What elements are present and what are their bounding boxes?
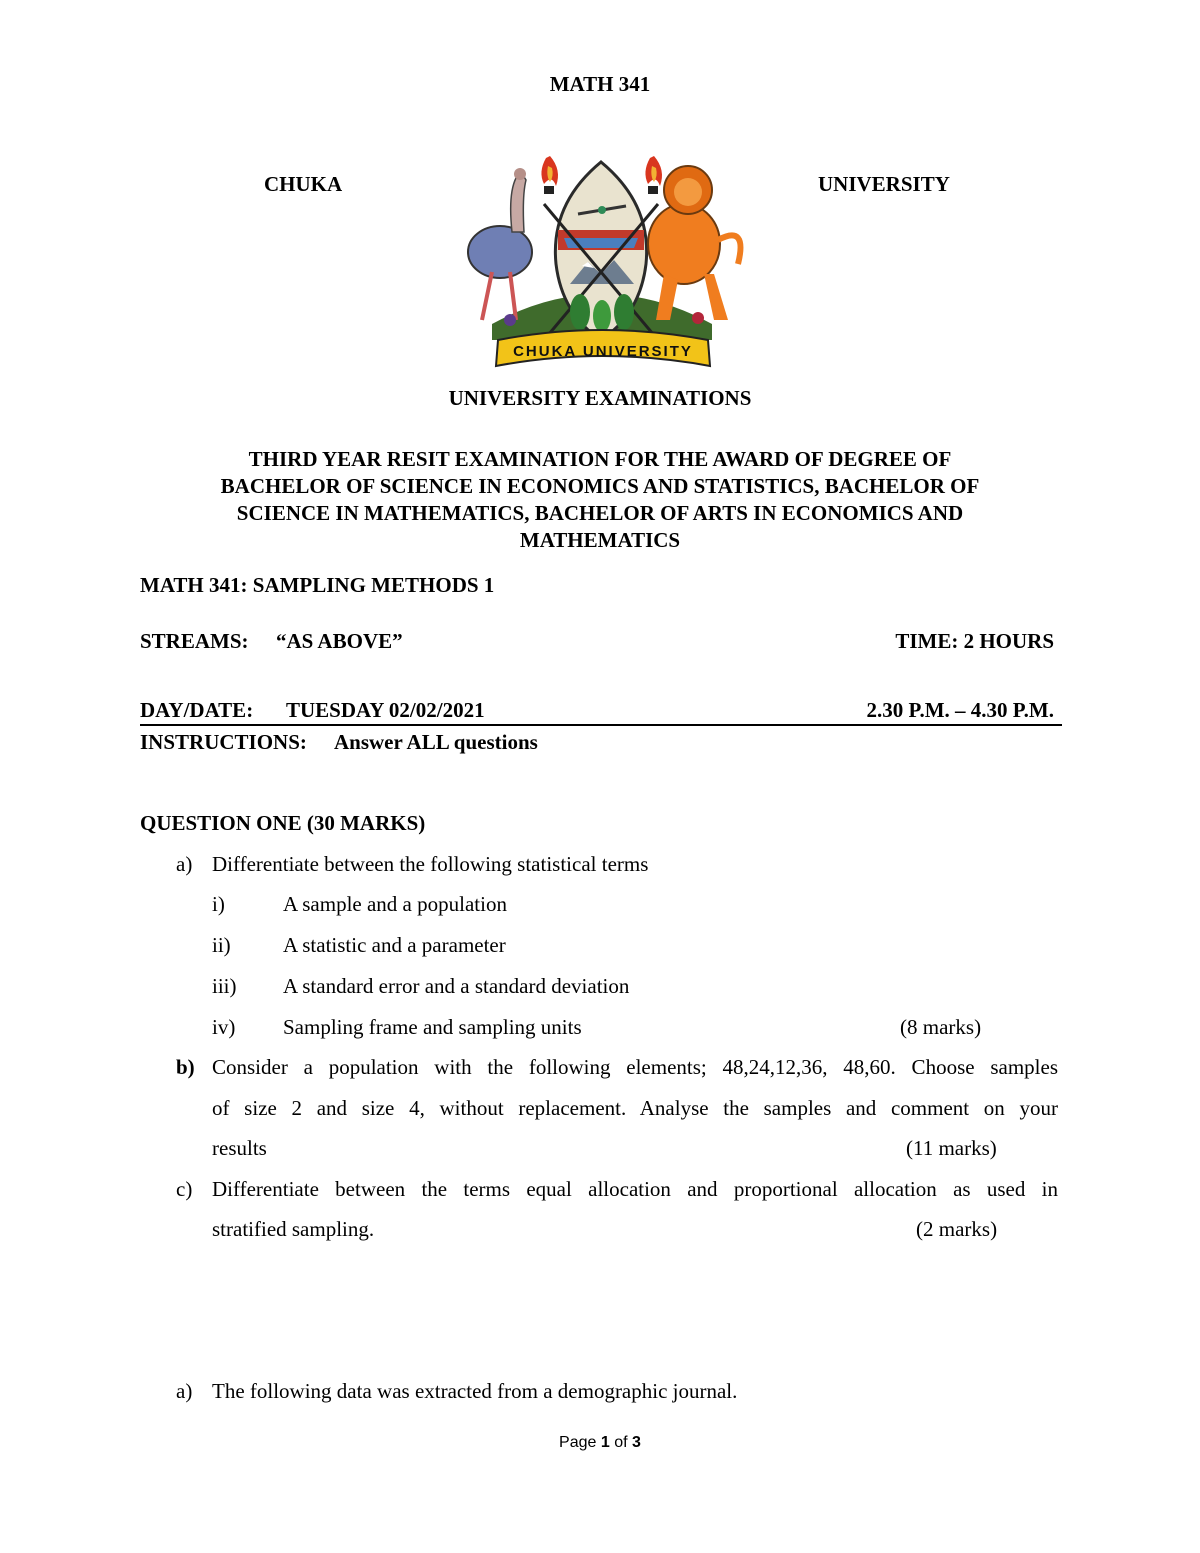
q1a-label: a) bbox=[176, 852, 193, 876]
q1a-item-text: A sample and a population bbox=[283, 892, 507, 916]
q1a-item-text: A standard error and a standard deviation bbox=[283, 974, 630, 998]
q1b-marks: (11 marks) bbox=[906, 1136, 997, 1160]
q1c-line: Differentiate between the terms equal allocation and proportional allocation as used in bbox=[212, 1177, 1058, 1201]
exam-time-range: 2.30 P.M. – 4.30 P.M. bbox=[866, 698, 1054, 722]
streams-label: STREAMS: bbox=[140, 629, 249, 653]
exam-title-line: THIRD YEAR RESIT EXAMINATION FOR THE AWARD OF DEGREE OF bbox=[248, 447, 952, 471]
page-word: Page bbox=[559, 1434, 597, 1451]
q1a-item-text: Sampling frame and sampling units bbox=[283, 1015, 582, 1039]
exam-title-line: SCIENCE IN MATHEMATICS, BACHELOR OF ARTS IN ECONOMICS AND bbox=[236, 501, 964, 525]
exam-title-line: MATHEMATICS bbox=[519, 528, 681, 552]
next-part-label: a) bbox=[176, 1379, 193, 1403]
q1a-item-label: iii) bbox=[212, 974, 237, 998]
q1a-item-text: A statistic and a parameter bbox=[283, 933, 506, 957]
day-date-label: DAY/DATE: bbox=[140, 698, 254, 722]
page-number bbox=[0, 1434, 1200, 1452]
q1b-line: of size 2 and size 4, without replacement. Analyse the samples and comment on your bbox=[212, 1096, 1058, 1120]
q1c-marks: (2 marks) bbox=[916, 1217, 998, 1241]
exam-title-line: BACHELOR OF SCIENCE IN ECONOMICS AND STATISTICS, BACHELOR OF bbox=[220, 474, 980, 498]
exam-duration: TIME: 2 HOURS bbox=[895, 629, 1054, 653]
q1a-item-label: iv) bbox=[212, 1015, 236, 1039]
exam-title bbox=[140, 446, 1060, 554]
course-title: MATH 341: SAMPLING METHODS 1 bbox=[140, 573, 495, 597]
instructions-value: Answer ALL questions bbox=[334, 730, 538, 754]
instructions-label: INSTRUCTIONS: bbox=[140, 730, 307, 754]
current-page: 1 bbox=[600, 1434, 610, 1451]
crest-banner-text: CHUKA UNIVERSITY bbox=[513, 343, 693, 360]
q1a-item-label: ii) bbox=[212, 933, 231, 957]
of-word: of bbox=[614, 1434, 628, 1451]
q1a-item-label: i) bbox=[212, 892, 225, 916]
q1b-label: b) bbox=[176, 1055, 195, 1079]
q1c-label: c) bbox=[176, 1177, 193, 1201]
q1a-marks: (8 marks) bbox=[900, 1015, 982, 1039]
university-crest-logo bbox=[452, 144, 750, 374]
q1c-line: stratified sampling. bbox=[212, 1217, 375, 1241]
next-part-text: The following data was extracted from a demographic journal. bbox=[212, 1379, 738, 1403]
question-one-heading: QUESTION ONE (30 MARKS) bbox=[140, 811, 426, 835]
streams-value: “AS ABOVE” bbox=[276, 629, 403, 653]
header-right-word: UNIVERSITY bbox=[818, 172, 950, 196]
q1b-line: Consider a population with the following elements; 48,24,12,36, 48,60. Choose samples bbox=[212, 1055, 1058, 1079]
header-divider bbox=[140, 724, 1062, 726]
header-left-word: CHUKA bbox=[264, 172, 343, 196]
exam-heading: UNIVERSITY EXAMINATIONS bbox=[448, 386, 752, 410]
total-pages: 3 bbox=[632, 1434, 641, 1451]
day-date-value: TUESDAY 02/02/2021 bbox=[286, 698, 485, 722]
q1b-line: results bbox=[212, 1136, 267, 1160]
q1a-text: Differentiate between the following statistical terms bbox=[212, 852, 649, 876]
course-code-header: MATH 341 bbox=[549, 72, 651, 96]
